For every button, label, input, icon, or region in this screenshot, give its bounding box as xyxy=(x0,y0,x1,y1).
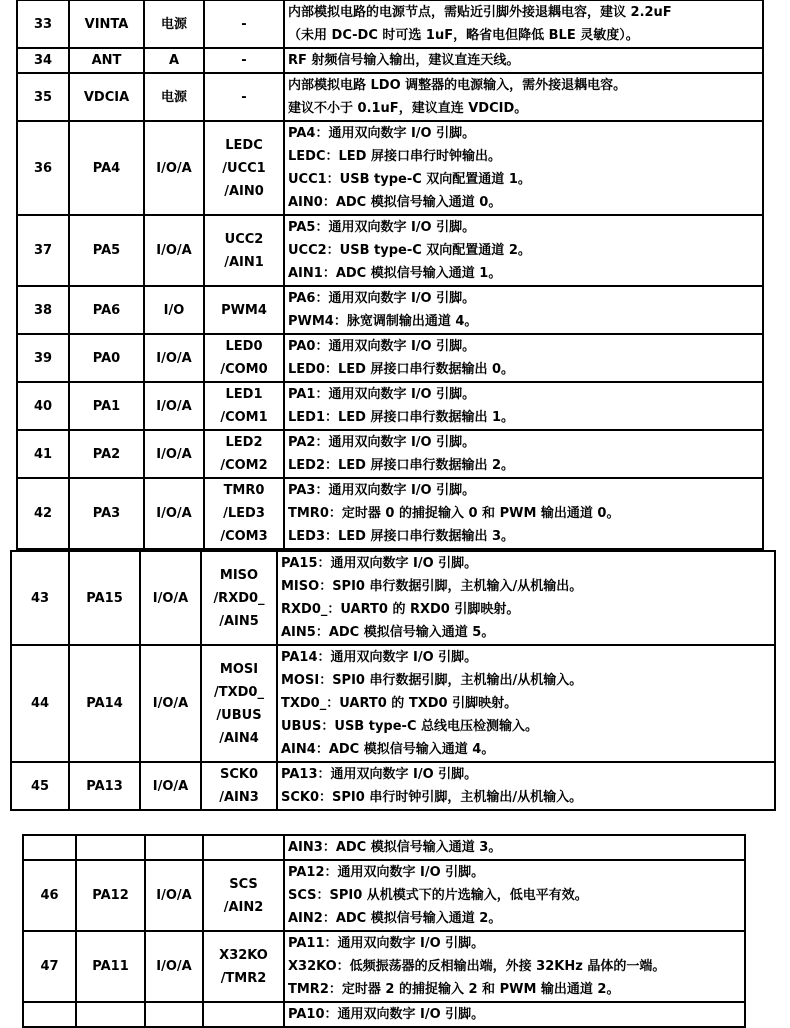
description-line: 内部模拟电路的电源节点，需贴近引脚外接退耦电容，建议 2.2uF xyxy=(288,5,672,20)
description-line: PA12：通用双向数字 I/O 引脚。 xyxy=(288,865,485,880)
function-line: SCK0 xyxy=(219,767,259,782)
pin-function-cell xyxy=(201,551,277,645)
pin-function-cell xyxy=(203,860,284,931)
pin-type-cell: I/O/A xyxy=(140,645,201,762)
description-line: AIN4：ADC 模拟信号输入通道 4。 xyxy=(281,742,495,757)
pin-row xyxy=(17,0,763,48)
pin-row xyxy=(17,286,763,334)
function-line: LEDC xyxy=(225,137,263,153)
pin-name-cell: PA15 xyxy=(69,551,140,645)
description-line: AIN0：ADC 模拟信号输入通道 0。 xyxy=(288,195,502,210)
description-line: SCS：SPI0 从机模式下的片选输入，低电平有效。 xyxy=(288,888,588,903)
pin-description-cell xyxy=(284,121,763,215)
function-line: MOSI xyxy=(219,661,259,677)
description-line: PA2：通用双向数字 I/O 引脚。 xyxy=(288,435,476,450)
pin-function-cell xyxy=(204,0,284,48)
pin-function-cell xyxy=(204,215,284,286)
pin-function-cell xyxy=(204,382,284,430)
function-line: /COM0 xyxy=(220,362,268,377)
description-line: AIN5：ADC 模拟信号输入通道 5。 xyxy=(281,625,495,640)
description-line: PA10：通用双向数字 I/O 引脚。 xyxy=(288,1007,485,1022)
description-line: RXD0_：UART0 的 RXD0 引脚映射。 xyxy=(281,602,520,617)
pin-type-cell: I/O/A xyxy=(144,478,204,549)
function-line: /COM3 xyxy=(220,529,268,544)
pin-number-cell: 46 xyxy=(23,860,76,931)
pin-description-cell xyxy=(277,551,775,645)
function-line: /UCC1 xyxy=(222,160,266,176)
pin-number-cell xyxy=(23,1002,76,1027)
pin-function-cell xyxy=(204,334,284,382)
pin-name-cell xyxy=(76,1002,145,1027)
pin-number-cell: 37 xyxy=(17,215,69,286)
pin-function-cell xyxy=(201,762,277,810)
pin-table-part-2 xyxy=(10,550,776,811)
function-line: /AIN5 xyxy=(219,613,259,629)
description-line: SCK0：SPI0 串行时钟引脚，主机输出/从机输入。 xyxy=(281,790,583,805)
pin-type-cell: 电源 xyxy=(144,73,204,121)
pin-description-cell xyxy=(284,73,763,121)
function-line: LED1 xyxy=(225,387,263,402)
description-line: TMR0：定时器 0 的捕捉输入 0 和 PWM 输出通道 0。 xyxy=(288,506,620,521)
pin-number-cell: 45 xyxy=(11,762,69,810)
description-line: PA6：通用双向数字 I/O 引脚。 xyxy=(288,291,476,306)
pin-number-cell: 39 xyxy=(17,334,69,382)
pin-number-cell: 40 xyxy=(17,382,69,430)
description-line: LED2：LED 屏接口串行数据输出 2。 xyxy=(288,458,515,473)
pin-name-cell xyxy=(76,835,145,860)
pin-description-cell xyxy=(284,382,763,430)
pin-row xyxy=(17,334,763,382)
pin-name-cell: PA14 xyxy=(69,645,140,762)
function-line: /TXD0_ xyxy=(214,684,264,700)
pin-description-cell xyxy=(284,931,745,1002)
pin-row xyxy=(17,48,763,73)
pin-row xyxy=(17,478,763,549)
function-line: UCC2 xyxy=(224,231,264,247)
pin-name-cell: PA12 xyxy=(76,860,145,931)
pin-row xyxy=(17,430,763,478)
description-line: 建议不小于 0.1uF，建议直连 VDCID。 xyxy=(288,101,528,116)
pin-row xyxy=(17,121,763,215)
description-line: UBUS：USB type-C 总线电压检测输入。 xyxy=(281,719,539,734)
pin-number-cell: 44 xyxy=(11,645,69,762)
description-line: UCC2：USB type-C 双向配置通道 2。 xyxy=(288,243,531,258)
pin-description-cell xyxy=(284,0,763,48)
description-line: PA5：通用双向数字 I/O 引脚。 xyxy=(288,220,476,235)
pin-row xyxy=(23,835,745,860)
pin-number-cell: 38 xyxy=(17,286,69,334)
pin-function-cell xyxy=(201,645,277,762)
pin-table-body xyxy=(17,0,763,549)
pin-number-cell: 34 xyxy=(17,48,69,73)
pin-number-cell: 41 xyxy=(17,430,69,478)
pin-description-cell xyxy=(284,1002,745,1027)
pin-number-cell: 47 xyxy=(23,931,76,1002)
pin-description-cell xyxy=(284,215,763,286)
function-line: /AIN4 xyxy=(219,730,259,746)
function-line: - xyxy=(241,53,247,68)
pin-function-cell xyxy=(204,73,284,121)
pin-description-cell xyxy=(284,286,763,334)
pin-function-cell xyxy=(204,48,284,73)
pin-table-part-1 xyxy=(16,0,764,550)
pin-row xyxy=(23,931,745,1002)
function-line: MISO xyxy=(219,567,259,583)
pin-name-cell: PA1 xyxy=(69,382,144,430)
pin-description-cell xyxy=(284,48,763,73)
pin-type-cell: I/O xyxy=(144,286,204,334)
function-line: /AIN1 xyxy=(224,254,264,270)
description-line: PA13：通用双向数字 I/O 引脚。 xyxy=(281,767,478,782)
pin-type-cell: I/O/A xyxy=(144,430,204,478)
pin-function-cell xyxy=(204,478,284,549)
pin-row xyxy=(17,73,763,121)
pin-function-cell xyxy=(204,430,284,478)
description-line: MOSI：SPI0 串行数据引脚，主机输出/从机输入。 xyxy=(281,673,583,688)
function-line: SCS xyxy=(229,876,258,892)
description-line: LED3：LED 屏接口串行数据输出 3。 xyxy=(288,529,515,544)
function-line: /LED3 xyxy=(223,506,265,521)
description-line: TMR2：定时器 2 的捕捉输入 2 和 PWM 输出通道 2。 xyxy=(288,982,620,997)
pin-type-cell: I/O/A xyxy=(140,551,201,645)
function-line: /COM1 xyxy=(220,410,268,425)
function-line: X32KO xyxy=(219,947,268,963)
description-line: PA4：通用双向数字 I/O 引脚。 xyxy=(288,126,476,141)
pin-number-cell: 42 xyxy=(17,478,69,549)
description-line: RF 射频信号输入输出，建议直连天线。 xyxy=(288,53,520,68)
pin-description-cell xyxy=(284,835,745,860)
description-line: PA3：通用双向数字 I/O 引脚。 xyxy=(288,483,476,498)
pin-row xyxy=(17,215,763,286)
pin-description-cell xyxy=(277,645,775,762)
description-line: UCC1：USB type-C 双向配置通道 1。 xyxy=(288,172,531,187)
pin-function-cell xyxy=(204,121,284,215)
function-line: /TMR2 xyxy=(220,970,267,986)
pin-description-cell xyxy=(284,860,745,931)
function-line: /AIN3 xyxy=(219,790,259,805)
pin-row xyxy=(11,762,775,810)
pin-type-cell: I/O/A xyxy=(144,215,204,286)
pin-name-cell: PA3 xyxy=(69,478,144,549)
pin-function-cell xyxy=(204,286,284,334)
pin-type-cell: I/O/A xyxy=(145,931,203,1002)
pin-name-cell: VDCIA xyxy=(69,73,144,121)
pin-description-cell xyxy=(284,334,763,382)
pin-number-cell: 35 xyxy=(17,73,69,121)
function-line: /UBUS xyxy=(216,707,262,723)
description-line: LED0：LED 屏接口串行数据输出 0。 xyxy=(288,362,515,377)
pin-description-cell xyxy=(284,478,763,549)
pin-type-cell: I/O/A xyxy=(144,334,204,382)
description-line: LEDC：LED 屏接口串行时钟输出。 xyxy=(288,149,501,164)
description-line: TXD0_：UART0 的 TXD0 引脚映射。 xyxy=(281,696,518,711)
pin-name-cell: PA13 xyxy=(69,762,140,810)
description-line: PA14：通用双向数字 I/O 引脚。 xyxy=(281,650,478,665)
pin-type-cell: I/O/A xyxy=(140,762,201,810)
pin-name-cell: PA2 xyxy=(69,430,144,478)
pin-table-body xyxy=(23,835,745,1027)
pin-table-body xyxy=(11,551,775,810)
description-line: PA1：通用双向数字 I/O 引脚。 xyxy=(288,387,476,402)
pin-name-cell: PA4 xyxy=(69,121,144,215)
description-line: PA15：通用双向数字 I/O 引脚。 xyxy=(281,556,478,571)
pin-number-cell: 36 xyxy=(17,121,69,215)
pin-type-cell: I/O/A xyxy=(144,382,204,430)
pin-type-cell: I/O/A xyxy=(145,860,203,931)
pin-row xyxy=(23,860,745,931)
pin-table-part-3 xyxy=(22,834,746,1028)
pin-name-cell: PA6 xyxy=(69,286,144,334)
function-line: /COM2 xyxy=(220,458,268,473)
pin-number-cell xyxy=(23,835,76,860)
pin-row xyxy=(23,1002,745,1027)
pin-function-cell xyxy=(203,835,284,860)
description-line: X32KO：低频振荡器的反相输出端，外接 32KHz 晶体的一端。 xyxy=(288,959,666,974)
pin-row xyxy=(11,645,775,762)
pin-description-cell xyxy=(277,762,775,810)
pin-type-cell xyxy=(145,835,203,860)
description-line: MISO：SPI0 串行数据引脚，主机输入/从机输出。 xyxy=(281,579,583,594)
pin-row xyxy=(17,382,763,430)
description-line: PA11：通用双向数字 I/O 引脚。 xyxy=(288,936,485,951)
pin-name-cell: ANT xyxy=(69,48,144,73)
pin-row xyxy=(11,551,775,645)
function-line: LED2 xyxy=(225,435,263,450)
function-line: - xyxy=(241,16,247,32)
description-line: （未用 DC-DC 时可选 1uF，略省电但降低 BLE 灵敏度）。 xyxy=(288,28,639,43)
description-line: LED1：LED 屏接口串行数据输出 1。 xyxy=(288,410,515,425)
pin-name-cell: VINTA xyxy=(69,0,144,48)
function-line: PWM4 xyxy=(221,302,267,318)
pin-number-cell: 43 xyxy=(11,551,69,645)
function-line: /RXD0_ xyxy=(213,590,265,606)
function-line: /AIN2 xyxy=(223,899,264,915)
pin-number-cell: 33 xyxy=(17,0,69,48)
description-line: AIN1：ADC 模拟信号输入通道 1。 xyxy=(288,266,502,281)
function-line: - xyxy=(241,89,247,105)
function-line: /AIN0 xyxy=(224,183,264,199)
pin-type-cell: A xyxy=(144,48,204,73)
pin-name-cell: PA0 xyxy=(69,334,144,382)
description-line: 内部模拟电路 LDO 调整器的电源输入，需外接退耦电容。 xyxy=(288,78,627,93)
pin-type-cell: I/O/A xyxy=(144,121,204,215)
description-line: PWM4：脉宽调制输出通道 4。 xyxy=(288,314,478,329)
pin-name-cell: PA5 xyxy=(69,215,144,286)
description-line: AIN2：ADC 模拟信号输入通道 2。 xyxy=(288,911,502,926)
description-line: AIN3：ADC 模拟信号输入通道 3。 xyxy=(288,840,502,855)
pin-type-cell xyxy=(145,1002,203,1027)
pin-type-cell: 电源 xyxy=(144,0,204,48)
pin-function-cell xyxy=(203,1002,284,1027)
pin-name-cell: PA11 xyxy=(76,931,145,1002)
pin-description-cell xyxy=(284,430,763,478)
function-line: LED0 xyxy=(225,339,263,354)
pin-function-cell xyxy=(203,931,284,1002)
function-line: TMR0 xyxy=(223,483,265,498)
description-line: PA0：通用双向数字 I/O 引脚。 xyxy=(288,339,476,354)
